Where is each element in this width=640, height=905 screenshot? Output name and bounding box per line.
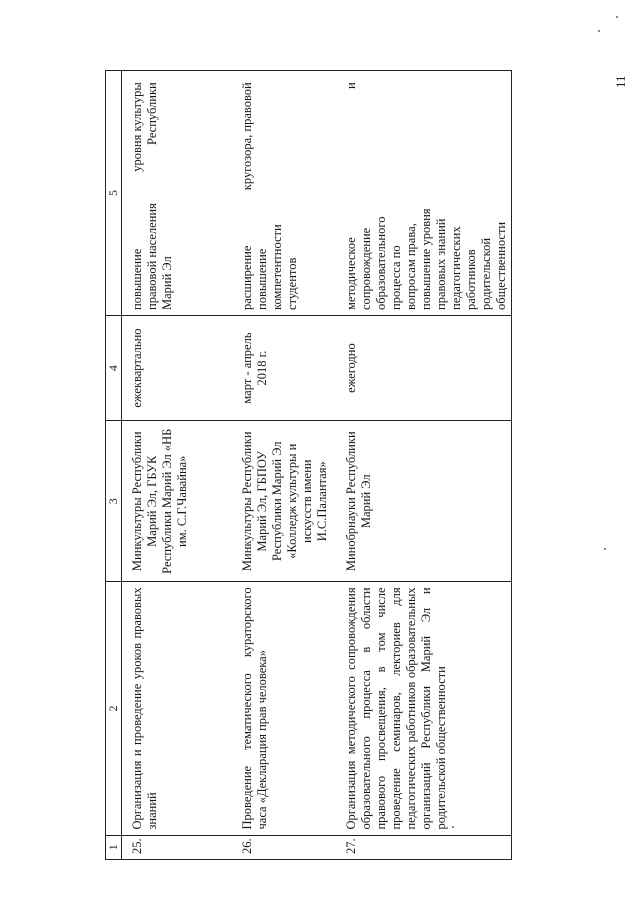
- activity-cell: Проведение тематического кураторского часа «Декларация прав человека»: [230, 582, 334, 835]
- result-text-right: уровня культуры Республики: [130, 82, 159, 172]
- responsible-cell: Минобрнауки Республики Марий Эл: [334, 421, 512, 582]
- result-text-left: расширение повышение компетентности студентов: [240, 224, 299, 310]
- plan-table: [105, 70, 512, 860]
- period-cell: ежегодно: [334, 316, 512, 421]
- header-col-4: 4: [106, 316, 122, 421]
- result-text-right: и: [344, 82, 358, 89]
- header-col-2: 2: [106, 582, 122, 835]
- result-cell: [334, 71, 512, 316]
- responsible-cell: Минкультуры Республики Марий Эл, ГБУК Республики Марий Эл «НБ им. С.Г.Чавайна»: [122, 421, 231, 582]
- scan-speck: [604, 548, 606, 550]
- header-col-5: 5: [106, 71, 122, 316]
- scan-speck: [452, 826, 454, 828]
- result-cell: [230, 71, 334, 316]
- activity-cell: Организация и проведение уроков правовых знаний: [122, 582, 231, 835]
- table-row: [230, 71, 334, 860]
- result-cell: [122, 71, 231, 316]
- row-number: 26.: [230, 835, 334, 859]
- row-number: 25.: [122, 835, 231, 859]
- header-col-1: 1: [106, 835, 122, 859]
- table-header-row: [106, 71, 122, 860]
- result-text-right: кругозора, правовой: [240, 82, 254, 191]
- rotated-table-area: [105, 70, 605, 860]
- page-number: 11: [613, 75, 628, 88]
- activity-cell: Организация методического сопровождения образовательного процесса в области правового просвещения, в том числе проведение семинаров, лекториев для педагогических работников образовательных организаций Республики Марий Эл и родительской общественности: [334, 582, 512, 835]
- scan-speck: [616, 16, 618, 18]
- table-row: [334, 71, 512, 860]
- scan-speck: [598, 30, 600, 32]
- header-col-3: 3: [106, 421, 122, 582]
- result-text-left: методическое сопровождение образовательного процесса по вопросам права, повышение уровня правовых знаний педагогических работников родительской общественности: [344, 208, 508, 310]
- result-text-left: повышение правовой населения Марий Эл: [130, 203, 174, 310]
- responsible-cell: Минкультуры Республики Марий Эл, ГБПОУ Республики Марий Эл «Колледж культуры и искусств имени И.С.Палантая»: [230, 421, 334, 582]
- period-cell: ежеквартально: [122, 316, 231, 421]
- period-cell: март - апрель 2018 г.: [230, 316, 334, 421]
- row-number: 27.: [334, 835, 512, 859]
- table-row: [122, 71, 231, 860]
